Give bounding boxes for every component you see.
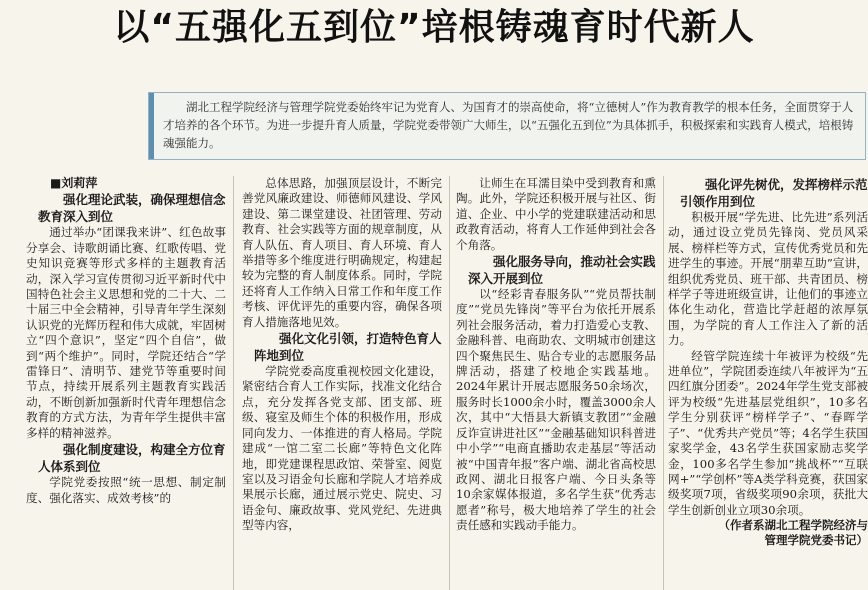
subheading-culture: 强化文化引领，打造特色育人阵地到位 (254, 331, 442, 364)
paragraph: 让师生在耳濡目染中受到教育和熏陶。此外，学院还积极开展与社区、街道、企业、中小学的党建联建活动和思政教育活动，将育人工作延伸到社会各个角落。 (456, 176, 656, 252)
intro-text: 湖北工程学院经济与管理学院党委始终牢记为党育人、为国育才的崇高使命，将“立德树人”作为教育教学的根本任务，全面贯穿于人才培养的各个环节。为进一步提升育人质量，学院党委带领广大师生，以“五强化五到位”为具体抓手，积极探索和实践育人模式，培根铸魂强能力。 (163, 100, 854, 150)
paragraph: 以“经彩青春服务队”“党员帮扶制度”“党员先锋岗”等平台为依托开展系列社会服务活动，着力打造爱心支教、金融科普、电商助农、文明城市创建这四个聚焦民生、贴合专业的志愿服务品牌活动，搭建了校地企实践基地。2024年累计开展志愿服务50余场次，服务时长1000余小时，覆盖3000余人次，其中“大悟县大新镇支教团”“金融反诈宣讲进社区”“金融基础知识科普进中小学”“电商直播助农走基层”等活动被“中国青年报”客户端、湖北省高校思政网、湖北日报客户端、今日头条等10余家媒体报道，多名学生获“优秀志愿者”称号，极大地培养了学生的社会责任感和实践动手能力。 (456, 287, 656, 533)
intro-box (148, 92, 866, 160)
subheading-role-models: 强化评先树优，发挥榜样示范引领作用到位 (680, 177, 868, 209)
author-byline: ■刘莉萍 (50, 176, 98, 190)
author-credit: （作者系湖北工程学院经济与管理学院党委书记） (718, 518, 868, 548)
column-3 (456, 176, 656, 534)
paragraph: 经管学院连续十年被评为校级“先进单位”，学院团委连续八年被评为“五四红旗分团委”。2024年学生党支部被评为校级“先进基层党组织”，10多名学生分别获评“榜样学子”、“春晖学子”、“优秀共产党员”等；4名学生获国家奖学金，43名学生获国家励志奖学金，100多名学生参加“挑战杯”“互联网+”“学创杯”等A类学科竞赛，获国家级奖项7项，省级奖项90余项，获批大学生创新创业立项30余项。 (668, 348, 868, 517)
intro-accent-bar (149, 93, 154, 159)
subheading-theory: 强化理论武装，确保理想信念教育深入到位 (38, 192, 226, 225)
paragraph: 积极开展“学先进、比先进”系列活动，通过设立党员先锋岗、党员风采展、榜样栏等方式，宣传优秀党员和先进学生的事迹。开展“朋辈互助”宣讲，组织优秀党员、班干部、共青团员、榜样学子等进班级宣讲，让他们的事迹立体化生动化，营造比学赶超的浓厚氛围，为学院的育人工作注入了新的活力。 (668, 210, 868, 348)
column-divider (663, 176, 664, 590)
paragraph: 通过举办“团课我来讲”、红色故事分享会、诗歌朗诵比赛、红歌传唱、党史知识竞赛等形式多样的主题教育活动，深入学习宣传贯彻习近平新时代中国特色社会主义思想和党的二十大、二十届三中全会精神，引导青年学生深刻认识党的光辉历程和伟大成就，牢固树立“四个意识”，坚定“四个自信”，做到“两个维护”。同时，学院还结合“学雷锋日”、清明节、建党节等重要时间节点，持续开展系列主题教育实践活动，不断创新加强新时代青年理想信念教育的方式方法，为青年学生提供丰富多样的精神滋养。 (26, 225, 226, 440)
column-1 (26, 176, 226, 506)
paragraph: 学院党委按照“统一思想、制定制度、强化落实、成效考核”的 (26, 475, 226, 505)
column-2 (242, 176, 442, 534)
column-divider (233, 176, 234, 590)
column-4 (668, 176, 868, 548)
paragraph: 学院党委高度重视校园文化建设，紧密结合育人工作实际，找准文化结合点，充分发挥各党支部、团支部、班级、寝室及师生个体的积极作用，形成同向发力、一体推进的育人格局。学院建成“一馆二室二长廊”等特色文化阵地，即党建课程思政馆、荣誉室、阅览室以及习语金句长廊和学院人才培养成果展示长廊，通过展示党史、院史、习语金句、廉政故事、党风党纪、先进典型等内容， (242, 364, 442, 533)
paragraph: 总体思路，加强顶层设计，不断完善党风廉政建设、师德师风建设、学风建设、第二课堂建设、社团管理、劳动教育、社会实践等方面的规章制度，从育人队伍、育人项目、育人环境、育人举措等多个维度进行明确规定，构建起较为完整的育人制度体系。同时，学院还将育人工作纳入日常工作和年度工作考核、评优评先的重要内容，确保各项育人措施落地见效。 (242, 176, 442, 329)
subheading-service: 强化服务导向，推动社会实践深入开展到位 (468, 254, 656, 287)
article-headline: 以“五强化五到位”培根铸魂育时代新人 (113, 7, 755, 48)
subheading-system: 强化制度建设，构建全方位育人体系到位 (38, 442, 226, 475)
column-divider (449, 176, 450, 590)
